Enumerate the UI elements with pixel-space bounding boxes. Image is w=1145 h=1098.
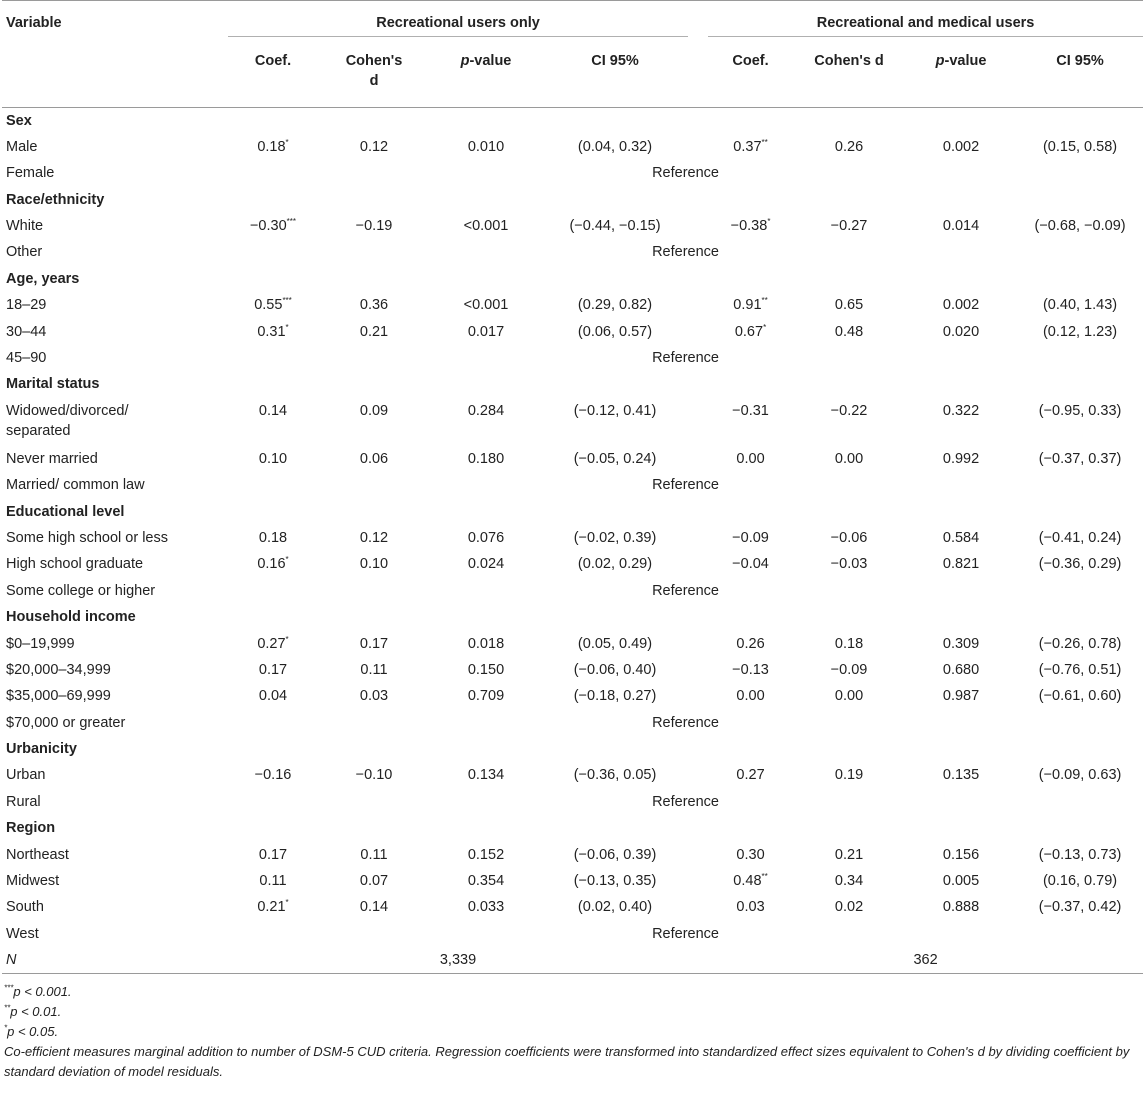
- cohens-d-cell: 0.48: [834, 323, 864, 340]
- section-label: Age, years: [6, 270, 80, 287]
- ci-cell: (0.02, 0.29): [577, 556, 653, 573]
- p-value-cell: 0.002: [942, 297, 980, 314]
- column-gap: [688, 319, 708, 345]
- n-medical: 362: [708, 947, 1143, 973]
- p-value-cell: 0.018: [467, 635, 505, 652]
- p-value-cell: 0.992: [942, 450, 980, 467]
- footnote-note: Co-efficient measures marginal addition to number of DSM-5 CUD criteria. Regression coefficients were transformed into standardized effect sizes equivalent to Cohen's d by dividing coefficient by standard deviation of model residuals.: [4, 1044, 1130, 1080]
- row-label: 45–90: [6, 350, 47, 367]
- p-value-cell: 0.010: [467, 138, 505, 155]
- cohens-d-cell: 0.21: [359, 323, 389, 340]
- row-label: Married/ common law: [6, 477, 145, 494]
- p-value-cell: 0.821: [942, 556, 980, 573]
- ci-cell: (−0.02, 0.39): [573, 529, 657, 546]
- ci-cell: (0.40, 1.43): [1042, 297, 1118, 314]
- column-gap: [688, 631, 708, 657]
- group-header-recreational: Recreational users only: [228, 1, 688, 37]
- p-value-header: p-value: [430, 37, 542, 108]
- group-header-row: [2, 1, 1143, 37]
- cohens-d-cell: 0.36: [359, 297, 389, 314]
- table-row: [2, 525, 1143, 551]
- column-gap: [688, 292, 708, 318]
- table-body: [2, 108, 1143, 948]
- cohens-d-header: Cohen's d: [318, 37, 430, 108]
- ci-cell: (0.06, 0.57): [577, 323, 653, 340]
- p-value-cell: 0.680: [942, 661, 980, 678]
- row-label: $35,000–69,999: [6, 688, 111, 705]
- column-header-row: [2, 37, 1143, 108]
- ci-cell: (−0.06, 0.39): [573, 846, 657, 863]
- coef-cell: 0.17: [258, 661, 288, 678]
- coef-cell: 0.26: [736, 635, 765, 652]
- table-notes: [4, 982, 1142, 1082]
- p-value-cell: 0.709: [467, 688, 505, 705]
- cohens-d-cell: −0.19: [355, 218, 393, 235]
- coef-cell: 0.67*: [734, 322, 767, 340]
- table-row: [2, 398, 1143, 446]
- column-gap: [688, 398, 708, 446]
- p-value-cell: 0.024: [467, 556, 505, 573]
- cohens-d-cell: −0.10: [355, 767, 393, 784]
- p-value-cell: 0.135: [942, 767, 980, 784]
- row-label: $70,000 or greater: [6, 714, 126, 731]
- coef-cell: 0.37**: [733, 138, 768, 155]
- coef-cell: 0.21*: [257, 898, 289, 916]
- row-label: Rural: [6, 793, 41, 810]
- ci-header: CI 95%: [1017, 37, 1143, 108]
- table-row: [2, 319, 1143, 345]
- row-label: 18–29: [6, 297, 47, 314]
- column-gap: [688, 134, 708, 160]
- section-row: [2, 604, 1143, 630]
- p-value-cell: 0.152: [467, 846, 505, 863]
- p-value-cell: 0.156: [942, 846, 980, 863]
- section-label: Household income: [6, 609, 136, 626]
- cohens-d-cell: 0.19: [834, 767, 864, 784]
- row-label: Some high school or less: [6, 529, 168, 546]
- cohens-d-cell: 0.10: [359, 556, 389, 573]
- ci-cell: (−0.61, 0.60): [1038, 688, 1122, 705]
- ci-cell: (−0.13, 0.35): [573, 873, 657, 890]
- ci-cell: (−0.05, 0.24): [573, 450, 657, 467]
- table-row: [2, 631, 1143, 657]
- coef-cell: 0.48**: [733, 872, 768, 890]
- table-row: [2, 842, 1143, 868]
- n-row: [2, 947, 1143, 973]
- cohens-d-cell: 0.17: [359, 635, 389, 652]
- coef-cell: 0.11: [259, 873, 287, 890]
- row-label: Female: [6, 165, 55, 182]
- group-header-medical: Recreational and medical users: [708, 1, 1143, 37]
- cohens-d-cell: 0.26: [834, 138, 864, 155]
- section-label: Sex: [6, 113, 32, 129]
- p-value-cell: 0.284: [467, 402, 505, 419]
- coef-cell: 0.04: [258, 688, 288, 705]
- ci-cell: (0.15, 0.58): [1042, 138, 1118, 155]
- table-row: [2, 134, 1143, 160]
- reference-label: Reference: [652, 925, 719, 942]
- column-gap: [688, 551, 708, 577]
- cohens-d-cell: 0.11: [360, 661, 388, 678]
- cohens-d-cell: −0.09: [830, 661, 868, 678]
- cohens-d-cell: 0.00: [834, 450, 864, 467]
- column-gap: [688, 657, 708, 683]
- reference-label: Reference: [652, 714, 719, 731]
- table-row: [2, 160, 1143, 186]
- cohens-d-cell: 0.65: [834, 297, 864, 314]
- cohens-d-cell: 0.00: [834, 688, 864, 705]
- p-value-cell: 0.180: [467, 450, 505, 467]
- cohens-d-cell: 0.12: [359, 529, 389, 546]
- cohens-d-cell: −0.03: [830, 556, 868, 573]
- p-value-cell: 0.134: [467, 767, 505, 784]
- coef-cell: 0.18*: [257, 138, 289, 155]
- ci-cell: (−0.09, 0.63): [1038, 767, 1122, 784]
- table-row: [2, 239, 1143, 265]
- column-gap: [688, 894, 708, 920]
- table-row: [2, 578, 1143, 604]
- coef-cell: 0.55***: [254, 296, 292, 314]
- footnote-2: **p < 0.01.: [4, 1003, 62, 1020]
- cohens-d-cell: 0.21: [834, 846, 864, 863]
- p-value-cell: 0.033: [467, 899, 505, 916]
- column-gap: [688, 683, 708, 709]
- p-value-cell: 0.005: [942, 873, 980, 890]
- column-gap: [688, 213, 708, 239]
- p-value-cell: <0.001: [463, 297, 509, 314]
- row-label: $0–19,999: [6, 635, 75, 652]
- column-gap: [688, 446, 708, 472]
- coef-cell: 0.10: [258, 450, 288, 467]
- row-label: Midwest: [6, 873, 60, 890]
- row-label: Northeast: [6, 846, 69, 863]
- p-value-cell: 0.076: [467, 529, 505, 546]
- section-row: [2, 371, 1143, 397]
- p-value-cell: 0.354: [467, 873, 505, 890]
- coef-cell: 0.91**: [733, 296, 768, 314]
- row-label: Some college or higher: [6, 582, 156, 599]
- row-label: $20,000–34,999: [6, 661, 111, 678]
- coef-cell: −0.30***: [249, 217, 297, 235]
- ci-cell: (−0.37, 0.37): [1038, 450, 1122, 467]
- column-gap: [688, 842, 708, 868]
- ci-cell: (−0.06, 0.40): [573, 661, 657, 678]
- cohens-d-cell: 0.07: [359, 873, 389, 890]
- ci-cell: (−0.26, 0.78): [1038, 635, 1122, 652]
- row-label: 30–44: [6, 323, 47, 340]
- section-label: Region: [6, 820, 56, 837]
- table-row: [2, 292, 1143, 318]
- p-value-cell: 0.584: [942, 529, 980, 546]
- coef-header: Coef.: [708, 37, 793, 108]
- cohens-d-cell: 0.14: [359, 899, 389, 916]
- table-row: [2, 213, 1143, 239]
- coef-cell: 0.27: [736, 767, 765, 784]
- p-value-cell: 0.322: [942, 402, 980, 419]
- section-label: Race/ethnicity: [6, 191, 105, 208]
- ci-cell: (−0.95, 0.33): [1038, 402, 1122, 419]
- ci-header: CI 95%: [542, 37, 688, 108]
- ci-cell: (−0.13, 0.73): [1038, 846, 1122, 863]
- n-label: N: [2, 947, 228, 973]
- coef-cell: 0.18: [258, 529, 288, 546]
- coef-cell: 0.03: [736, 899, 765, 916]
- p-value-cell: 0.002: [942, 138, 980, 155]
- column-gap: [688, 762, 708, 788]
- ci-cell: (−0.18, 0.27): [573, 688, 657, 705]
- coef-cell: 0.00: [736, 688, 765, 705]
- p-value-cell: 0.309: [942, 635, 980, 652]
- table-row: [2, 345, 1143, 371]
- ci-cell: (−0.44, −0.15): [569, 218, 661, 235]
- table-row: [2, 683, 1143, 709]
- p-value-header: p-value: [905, 37, 1017, 108]
- p-value-cell: <0.001: [463, 218, 509, 235]
- section-row: [2, 187, 1143, 213]
- section-row: [2, 266, 1143, 292]
- coef-cell: −0.09: [732, 529, 769, 546]
- row-label: Never married: [6, 450, 98, 467]
- table-row: [2, 472, 1143, 498]
- variable-header: Variable: [6, 15, 62, 31]
- n-recreational: 3,339: [228, 947, 688, 973]
- section-label: Educational level: [6, 503, 125, 520]
- p-value-cell: 0.150: [467, 661, 505, 678]
- table-row: [2, 789, 1143, 815]
- ci-cell: (−0.37, 0.42): [1038, 899, 1122, 916]
- section-row: [2, 736, 1143, 762]
- cohens-d-cell: 0.11: [360, 846, 388, 863]
- ci-cell: (−0.36, 0.29): [1038, 556, 1122, 573]
- cohens-d-cell: 0.03: [359, 688, 389, 705]
- table-row: [2, 446, 1143, 472]
- table-row: [2, 894, 1143, 920]
- reference-label: Reference: [652, 582, 719, 599]
- cohens-d-cell: 0.18: [834, 635, 864, 652]
- row-label: High school graduate: [6, 556, 144, 573]
- row-label: South: [6, 899, 44, 916]
- footnote-3: *p < 0.05.: [4, 1023, 59, 1040]
- cohens-d-cell: −0.27: [830, 218, 868, 235]
- coef-cell: 0.30: [736, 846, 765, 863]
- ci-cell: (0.05, 0.49): [577, 635, 653, 652]
- footnote-1: ***p < 0.001.: [4, 983, 72, 1000]
- coef-cell: −0.38*: [730, 217, 771, 235]
- cohens-d-cell: 0.12: [359, 138, 389, 155]
- table-row: [2, 710, 1143, 736]
- row-label: Male: [6, 138, 38, 155]
- ci-cell: (0.04, 0.32): [577, 138, 653, 155]
- section-row: [2, 499, 1143, 525]
- ci-cell: (−0.68, −0.09): [1034, 218, 1126, 235]
- ci-cell: (−0.41, 0.24): [1038, 529, 1122, 546]
- row-label: Urban: [6, 767, 46, 784]
- coef-cell: 0.00: [736, 450, 765, 467]
- ci-cell: (−0.36, 0.05): [573, 767, 657, 784]
- cohens-d-cell: −0.06: [830, 529, 868, 546]
- table-row: [2, 868, 1143, 894]
- cohens-d-cell: 0.02: [834, 899, 864, 916]
- coef-cell: 0.17: [258, 846, 288, 863]
- row-label: Widowed/divorced/ separated: [6, 402, 129, 439]
- row-label: West: [6, 925, 39, 942]
- ci-cell: (−0.76, 0.51): [1038, 661, 1122, 678]
- column-gap: [688, 525, 708, 551]
- ci-cell: (0.29, 0.82): [577, 297, 653, 314]
- reference-label: Reference: [652, 165, 719, 182]
- ci-cell: (0.12, 1.23): [1042, 323, 1118, 340]
- cohens-d-cell: −0.22: [830, 402, 868, 419]
- coef-cell: −0.04: [732, 556, 769, 573]
- table-row: [2, 657, 1143, 683]
- p-value-cell: 0.888: [942, 899, 980, 916]
- reference-label: Reference: [652, 477, 719, 494]
- cohens-d-cell: 0.06: [359, 450, 389, 467]
- ci-cell: (0.16, 0.79): [1042, 873, 1118, 890]
- section-row: [2, 815, 1143, 841]
- column-gap: [688, 868, 708, 894]
- coef-cell: −0.16: [254, 767, 292, 784]
- table-row: [2, 762, 1143, 788]
- p-value-cell: 0.987: [942, 688, 980, 705]
- p-value-cell: 0.014: [942, 218, 980, 235]
- cohens-d-cell: 0.09: [359, 402, 389, 419]
- row-label: Other: [6, 244, 43, 261]
- section-label: Marital status: [6, 376, 100, 393]
- section-row: [2, 108, 1143, 134]
- reference-label: Reference: [652, 793, 719, 810]
- reference-label: Reference: [652, 350, 719, 367]
- row-label: White: [6, 218, 44, 235]
- coef-cell: −0.31: [732, 402, 769, 419]
- table-row: [2, 551, 1143, 577]
- coef-cell: −0.13: [732, 661, 769, 678]
- table-row: [2, 921, 1143, 947]
- ci-cell: (0.02, 0.40): [577, 899, 653, 916]
- p-value-cell: 0.020: [942, 323, 980, 340]
- regression-table: [2, 0, 1143, 974]
- coef-header: Coef.: [228, 37, 318, 108]
- ci-cell: (−0.12, 0.41): [573, 402, 657, 419]
- cohens-d-header: Cohen's d: [793, 37, 905, 108]
- reference-label: Reference: [652, 244, 719, 261]
- coef-cell: 0.14: [258, 402, 288, 419]
- p-value-cell: 0.017: [467, 323, 505, 340]
- coef-cell: 0.27*: [257, 634, 289, 652]
- cohens-d-cell: 0.34: [834, 873, 864, 890]
- section-label: Urbanicity: [6, 741, 77, 758]
- coef-cell: 0.31*: [257, 322, 289, 340]
- coef-cell: 0.16*: [257, 555, 289, 573]
